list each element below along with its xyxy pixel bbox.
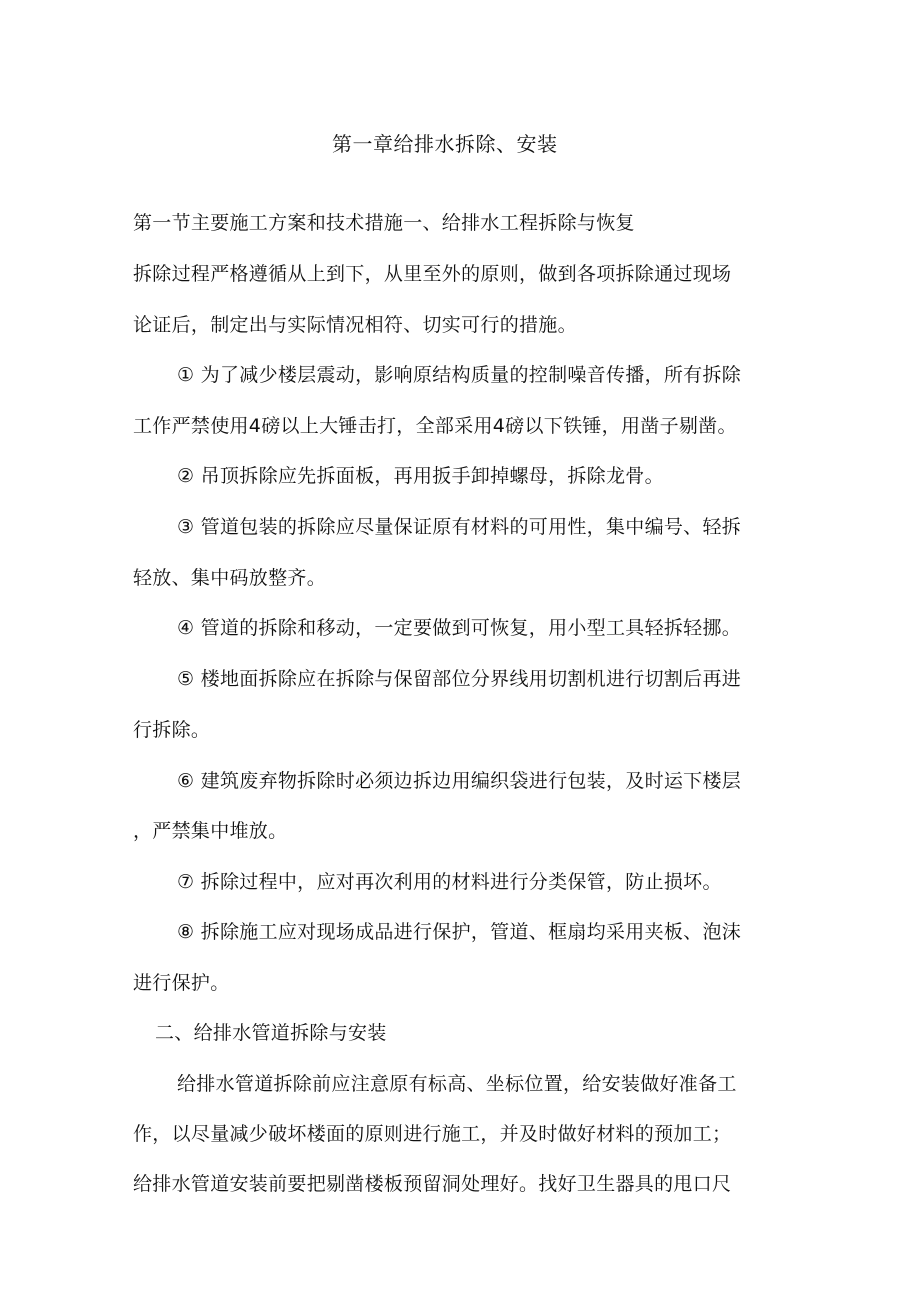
list-item-2: ② 吊顶拆除应先拆面板，再用扳手卸掉螺母，拆除龙骨。 <box>177 465 664 487</box>
list-item-8-continued: 进行保护。 <box>133 972 230 994</box>
paragraph-line: 给排水管道安装前要把剔凿楼板预留洞处理好。找好卫生器具的甩口尺 <box>133 1173 732 1195</box>
list-item-8: ⑧ 拆除施工应对现场成品进行保护，管道、框扇均采用夹板、泡沫 <box>177 921 742 943</box>
list-item-3-continued: 轻放、集中码放整齐。 <box>133 567 327 589</box>
list-item-6-continued: ，严禁集中堆放。 <box>133 820 288 842</box>
paragraph-line: 拆除过程严格遵循从上到下，从里至外的原则，做到各项拆除通过现场 <box>133 263 732 285</box>
subsection-heading: 二、给排水管道拆除与安装 <box>155 1022 387 1044</box>
chapter-title: 第一章给排水拆除、安装 <box>332 132 558 156</box>
list-item-1: ① 为了减少楼层震动，影响原结构质量的控制噪音传播，所有拆除 <box>177 364 742 386</box>
list-item-5: ⑤ 楼地面拆除应在拆除与保留部位分界线用切割机进行切割后再进 <box>177 668 742 690</box>
list-item-5-continued: 行拆除。 <box>133 719 211 741</box>
list-item-3: ③ 管道包装的拆除应尽量保证原有材料的可用性，集中编号、轻拆 <box>177 516 742 538</box>
list-item-6: ⑥ 建筑废弃物拆除时必须边拆边用编织袋进行包装，及时运下楼层 <box>177 770 742 792</box>
paragraph-line: 给排水管道拆除前应注意原有标高、坐标位置，给安装做好准备工 <box>177 1073 737 1095</box>
section-heading: 第一节主要施工方案和技术措施一、给排水工程拆除与恢复 <box>133 212 635 234</box>
paragraph-line: 论证后，制定出与实际情况相符、切实可行的措施。 <box>133 314 577 336</box>
list-item-1-continued: 工作严禁使用4磅以上大锤击打，全部采用4磅以下铁锤，用凿子剔凿。 <box>133 415 737 437</box>
list-item-4: ④ 管道的拆除和移动，一定要做到可恢复，用小型工具轻拆轻挪。 <box>177 617 742 639</box>
paragraph-line: 作，以尽量减少破坏楼面的原则进行施工，并及时做好材料的预加工； <box>133 1123 732 1145</box>
list-item-7: ⑦ 拆除过程中，应对再次利用的材料进行分类保管，防止损坏。 <box>177 871 722 893</box>
